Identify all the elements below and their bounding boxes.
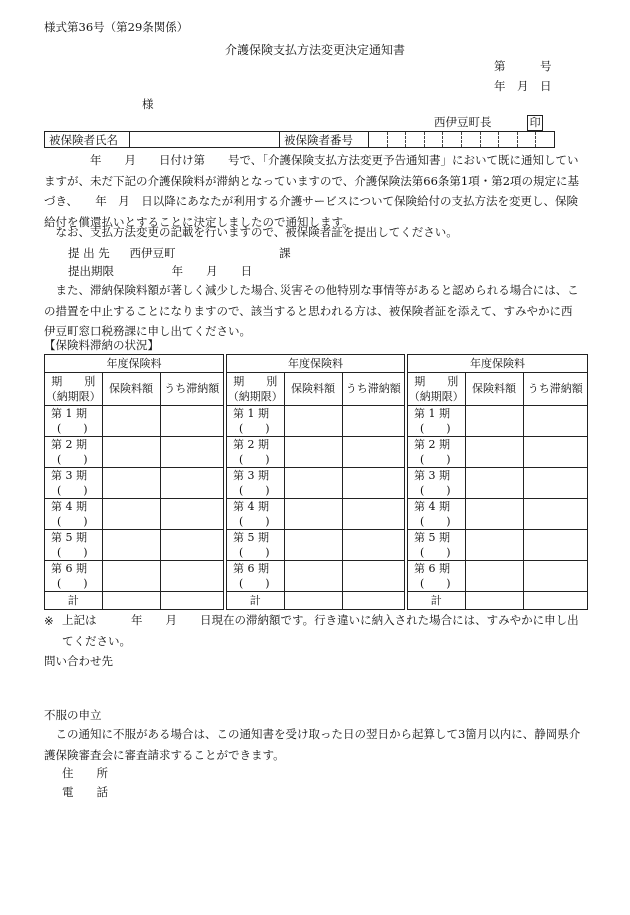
arrears-amount-cell[interactable]: [342, 498, 404, 529]
period-label: 第 5 期: [51, 530, 87, 544]
year-header: 年度保険料: [45, 355, 223, 372]
premium-amount-cell[interactable]: [102, 529, 160, 560]
premium-amount-cell[interactable]: [465, 529, 523, 560]
period-label: 第 2 期: [414, 437, 450, 451]
addressee-suffix: 様: [142, 97, 154, 111]
period-header-label: 期 別: [233, 374, 278, 388]
period-header: [227, 372, 284, 405]
period-label: 第 1 期: [233, 406, 269, 420]
appeal-address-label: 住 所: [62, 766, 108, 780]
premium-amount-cell[interactable]: [465, 467, 523, 498]
premium-amount-cell[interactable]: [284, 467, 342, 498]
arrears-amount-cell[interactable]: [160, 498, 223, 529]
arrears-amount-cell[interactable]: [160, 560, 223, 591]
premium-amount-cell[interactable]: [465, 560, 523, 591]
arrears-amount-cell[interactable]: [523, 529, 587, 560]
period-label: 第 3 期: [51, 468, 87, 482]
period-due-date: ( ): [420, 421, 451, 435]
premium-amount-cell[interactable]: [284, 436, 342, 467]
insured-number-label: 被保険者番号: [280, 132, 369, 148]
insured-number-field[interactable]: [369, 132, 555, 148]
insured-info-table: [44, 131, 555, 148]
premium-amount-cell[interactable]: [102, 467, 160, 498]
period-label: 第 4 期: [414, 499, 450, 513]
period-cell: [227, 560, 284, 591]
period-label: 第 5 期: [233, 530, 269, 544]
notice-paragraph-1: 年 月 日付け第 号で、「介護保険支払方法変更予告通知書」において既に通知していますが、未だ下記の介護保険料が滞納となっていますので、介護保険法第66条第1項・第2項の規定に基づき、 年 月 日以降にあなたが利用する介護サービスについて保険給付の支払方法を変更し、保険給付を償還払いとすることに決定しましたので通知します。: [44, 153, 580, 229]
period-cell: [45, 436, 102, 467]
period-due-date: ( ): [239, 483, 270, 497]
arrears-amount-cell[interactable]: [160, 467, 223, 498]
year-header: 年度保険料: [408, 355, 587, 372]
form-number: 様式第36号（第29条関係）: [44, 20, 189, 34]
notice-paragraph-3: また、滞納保険料額が著しく減少した場合､災害その他特別な事情等があると認められる場合には、この措置を中止することになりますので、該当すると思われる方は、被保険者証を添えて、すみやかに西伊豆町窓口税務課に申し出てください。: [44, 283, 579, 338]
period-cell: [408, 436, 465, 467]
period-cell: [227, 467, 284, 498]
period-cell: [408, 405, 465, 436]
period-due-date: ( ): [420, 545, 451, 559]
period-header-sub: （納期限）: [227, 389, 283, 403]
total-premium-cell[interactable]: [284, 591, 342, 609]
premium-header: 保険料額: [102, 372, 160, 405]
note-mark: ※: [44, 614, 54, 628]
period-label: 第 2 期: [51, 437, 87, 451]
arrears-table-3: [407, 354, 588, 610]
arrears-amount-cell[interactable]: [342, 436, 404, 467]
period-header-label: 期 別: [51, 374, 96, 388]
arrears-amount-cell[interactable]: [160, 405, 223, 436]
appeal-text: この通知に不服がある場合は、この通知書を受け取った日の翌日から起算して3箇月以内に、静岡県介護保険審査会に審査請求することができます。: [44, 727, 581, 762]
arrears-table-1: [44, 354, 224, 610]
arrears-amount-cell[interactable]: [523, 467, 587, 498]
inquiry-label: 問い合わせ先: [44, 654, 113, 668]
period-label: 第 1 期: [414, 406, 450, 420]
period-cell: [408, 498, 465, 529]
period-due-date: ( ): [57, 514, 88, 528]
arrears-amount-cell[interactable]: [160, 436, 223, 467]
submit-deadline-value: 年 月 日: [171, 264, 253, 278]
period-cell: [45, 467, 102, 498]
arrears-table-2: [226, 354, 405, 610]
period-due-date: ( ): [57, 452, 88, 466]
issuer: [434, 115, 543, 131]
period-cell: [227, 529, 284, 560]
period-cell: [408, 467, 465, 498]
period-header: [408, 372, 465, 405]
period-label: 第 4 期: [233, 499, 269, 513]
arrears-amount-cell[interactable]: [342, 405, 404, 436]
period-label: 第 2 期: [233, 437, 269, 451]
premium-amount-cell[interactable]: [102, 405, 160, 436]
arrears-amount-cell[interactable]: [523, 498, 587, 529]
premium-header: 保険料額: [465, 372, 523, 405]
arrears-header: うち滞納額: [160, 372, 223, 405]
appeal-heading: 不服の申立: [44, 708, 102, 722]
premium-amount-cell[interactable]: [102, 560, 160, 591]
period-due-date: ( ): [420, 452, 451, 466]
period-cell: [45, 498, 102, 529]
arrears-amount-cell[interactable]: [523, 560, 587, 591]
premium-amount-cell[interactable]: [102, 436, 160, 467]
period-due-date: ( ): [420, 483, 451, 497]
period-label: 第 3 期: [414, 468, 450, 482]
notice-paragraph-2: なお、支払方法変更の記載を行いますので、被保険者証を提出してください。: [44, 225, 458, 239]
period-due-date: ( ): [57, 545, 88, 559]
insured-name-field[interactable]: [130, 132, 280, 148]
submit-to-dept: 課: [279, 246, 291, 260]
submit-deadline-label: 提出期限: [68, 264, 114, 278]
period-cell: [408, 560, 465, 591]
premium-amount-cell[interactable]: [465, 405, 523, 436]
total-premium-cell[interactable]: [465, 591, 523, 609]
document-number: 第 号: [494, 59, 552, 73]
period-cell: [408, 529, 465, 560]
seal-mark: 印: [527, 115, 543, 131]
arrears-amount-cell[interactable]: [342, 467, 404, 498]
period-label: 第 6 期: [51, 561, 87, 575]
appeal-phone-label: 電 話: [62, 785, 108, 799]
period-due-date: ( ): [239, 576, 270, 590]
period-cell: [45, 529, 102, 560]
period-due-date: ( ): [420, 514, 451, 528]
submit-to-label: 提 出 先: [68, 246, 110, 260]
period-due-date: ( ): [239, 514, 270, 528]
issuer-name: 西伊豆町長: [434, 115, 492, 129]
submit-deadline: [68, 266, 252, 278]
premium-amount-cell[interactable]: [284, 560, 342, 591]
period-cell: [45, 405, 102, 436]
period-due-date: ( ): [57, 576, 88, 590]
period-label: 第 1 期: [51, 406, 87, 420]
total-arrears-cell[interactable]: [523, 591, 587, 609]
arrears-amount-cell[interactable]: [523, 405, 587, 436]
arrears-tables: [44, 354, 588, 610]
insured-name-label: 被保険者氏名: [45, 132, 130, 148]
period-due-date: ( ): [239, 421, 270, 435]
period-cell: [227, 498, 284, 529]
total-label: 計: [45, 591, 102, 609]
period-due-date: ( ): [57, 421, 88, 435]
period-header-sub: （納期限）: [408, 389, 464, 403]
total-label: 計: [227, 591, 284, 609]
period-due-date: ( ): [239, 545, 270, 559]
document-date: 年 月 日: [494, 79, 552, 93]
period-cell: [45, 560, 102, 591]
total-arrears-cell[interactable]: [342, 591, 404, 609]
period-label: 第 3 期: [233, 468, 269, 482]
arrears-amount-cell[interactable]: [342, 529, 404, 560]
period-due-date: ( ): [420, 576, 451, 590]
period-label: 第 4 期: [51, 499, 87, 513]
premium-amount-cell[interactable]: [465, 498, 523, 529]
total-premium-cell[interactable]: [102, 591, 160, 609]
premium-amount-cell[interactable]: [284, 498, 342, 529]
period-due-date: ( ): [57, 483, 88, 497]
document-title: 介護保険支払方法変更決定通知書: [224, 43, 405, 57]
period-header-sub: （納期限）: [45, 389, 101, 403]
premium-amount-cell[interactable]: [465, 436, 523, 467]
premium-amount-cell[interactable]: [284, 405, 342, 436]
arrears-amount-cell[interactable]: [523, 436, 587, 467]
period-header: [45, 372, 102, 405]
premium-amount-cell[interactable]: [102, 498, 160, 529]
period-cell: [227, 405, 284, 436]
premium-amount-cell[interactable]: [284, 529, 342, 560]
note-text: 上記は 年 月 日現在の滞納額です。行き違いに納入された場合には、すみやかに申し出てください。: [62, 613, 579, 648]
premium-header: 保険料額: [284, 372, 342, 405]
arrears-header: うち滞納額: [523, 372, 587, 405]
year-header: 年度保険料: [227, 355, 404, 372]
submit-to: [68, 248, 291, 260]
arrears-amount-cell[interactable]: [342, 560, 404, 591]
submit-to-value: 西伊豆町: [129, 246, 176, 260]
period-label: 第 6 期: [233, 561, 269, 575]
period-label: 第 6 期: [414, 561, 450, 575]
period-label: 第 5 期: [414, 530, 450, 544]
period-header-label: 期 別: [414, 374, 459, 388]
period-cell: [227, 436, 284, 467]
total-label: 計: [408, 591, 465, 609]
period-due-date: ( ): [239, 452, 270, 466]
total-arrears-cell[interactable]: [160, 591, 223, 609]
arrears-header: うち滞納額: [342, 372, 404, 405]
arrears-amount-cell[interactable]: [160, 529, 223, 560]
arrears-heading: 【保険料滞納の状況】: [44, 338, 159, 352]
